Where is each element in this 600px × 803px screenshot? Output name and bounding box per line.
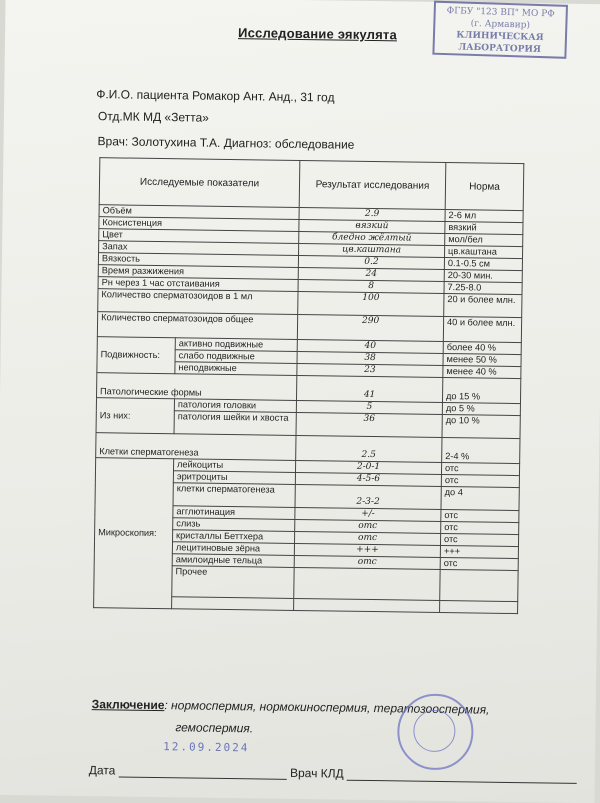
row-value: отс (295, 519, 441, 533)
row-value: 41 (296, 375, 442, 402)
row-norm: 2-6 мл (445, 210, 523, 223)
stamp-line: ФГБУ "123 ВП" МО РФ (446, 6, 555, 20)
row-norm: до 10 % (442, 414, 520, 438)
row-norm: отс (440, 557, 518, 570)
row-norm: +++ (440, 545, 518, 558)
row-value: бледно жёлтый (299, 231, 445, 245)
row-value: отс (294, 531, 440, 545)
conclusion-text-2: гемоспермия. (175, 720, 254, 736)
row-label: клетки сперматогенеза (173, 483, 295, 508)
row-label: кристаллы Беттхера (173, 530, 295, 544)
row-norm: цв.каштана (445, 246, 523, 259)
row-label: Клетки сперматогенеза (96, 433, 296, 461)
row-norm: до 5 % (442, 402, 520, 415)
row-label: патология шейки и хвоста (174, 411, 296, 436)
results-table (93, 157, 524, 614)
date-line (119, 765, 287, 780)
stamp-line: (г. Армавир) (470, 18, 531, 31)
row-value: 40 (297, 339, 443, 353)
row-norm: более 40 % (443, 341, 521, 354)
row-label: Рн через 1 час отстаивания (98, 277, 298, 292)
doctor-kld-label: Врач КЛД (289, 765, 344, 781)
row-value: 2-3-2 (295, 484, 441, 509)
row-label: Прочее (172, 566, 294, 599)
row-value: 0.2 (298, 255, 444, 269)
header-cell: Результат исследования (299, 160, 446, 209)
row-value: 23 (297, 363, 443, 377)
row-norm: 40 и более млн. (443, 316, 521, 342)
row-label: амилоидные тельца (172, 554, 294, 568)
row-label: агглютинация (173, 506, 295, 520)
table-header-row (99, 158, 524, 211)
row-label: слизь (173, 518, 295, 532)
row-label: активно подвижные (175, 338, 297, 352)
row-norm: 20-30 мин. (444, 270, 522, 283)
seal-inner-ring (413, 710, 456, 753)
conclusion-label: Заключение (91, 697, 165, 713)
row-spacer (294, 598, 440, 612)
row-norm: 0.1-0.5 см (444, 258, 522, 271)
row-label: эритроциты (173, 471, 295, 485)
row-value: 38 (297, 351, 443, 365)
row-label: Время разжижения (98, 265, 298, 280)
group-label: Подвижность: (97, 337, 175, 374)
row-norm: до 15 % (442, 377, 520, 403)
row-value: отс (294, 555, 440, 569)
group-label: Из них: (96, 398, 174, 434)
row-value: 2.5 (296, 435, 442, 462)
signature-line (347, 768, 577, 784)
signature-row (89, 763, 577, 784)
row-value: 24 (298, 267, 444, 281)
row-value: 36 (296, 412, 442, 437)
row-value: вязкий (299, 219, 445, 233)
patient-line: Ф.И.О. пациента Ромакор Ант. Анд., 31 год (96, 87, 335, 105)
row-label: Вязкость (98, 253, 298, 268)
row-norm: 7.25-8.0 (444, 282, 522, 295)
row-norm: отс (441, 474, 519, 487)
department-line: Отд.МК МД «Зетта» (97, 109, 209, 125)
row-label: Объём (99, 205, 299, 220)
row-norm: менее 40 % (443, 365, 521, 378)
row-norm: 20 и более млн. (444, 294, 522, 318)
row-norm: отс (440, 533, 518, 546)
row-spacer (172, 597, 294, 611)
row-norm (440, 569, 518, 601)
row-label: Количество сперматозоидов в 1 мл (98, 289, 298, 315)
row-value: 4-5-6 (295, 472, 441, 486)
row-spacer (440, 600, 518, 613)
row-norm: 2-4 % (442, 437, 520, 463)
row-value: 100 (298, 291, 444, 316)
lab-stamp (432, 1, 568, 59)
stamp-line: ЛАБОРАТОРИЯ (458, 42, 542, 56)
row-norm: отс (441, 462, 519, 475)
stamp-line: КЛИНИЧЕСКАЯ (456, 30, 544, 44)
round-seal (397, 693, 474, 770)
doctor-line: Врач: Золотухина Т.А. Диагноз: обследование (97, 134, 355, 152)
row-label: слабо подвижные (175, 350, 297, 364)
row-value: 8 (298, 279, 444, 293)
row-norm: отс (441, 521, 519, 534)
row-label: Количество сперматозоидов общее (97, 312, 297, 340)
row-value: +++ (294, 543, 440, 557)
row-label: патология головки (174, 399, 296, 413)
header-cell: Норма (445, 163, 524, 211)
row-norm: менее 50 % (443, 353, 521, 366)
row-label: Консистенция (99, 217, 299, 232)
row-norm: до 4 (441, 486, 519, 510)
row-value: 290 (297, 314, 443, 341)
row-value: 2-0-1 (295, 460, 441, 474)
row-label: Патологические формы (97, 373, 297, 401)
row-value: 5 (296, 400, 442, 414)
date-stamp: 12.09.2024 (163, 740, 250, 755)
conclusion-text: : нормоспермия, нормокиноспермия, тератозооспермия, (164, 698, 490, 717)
row-label: лейкоциты (173, 459, 295, 473)
document-title: Исследование эякулята (238, 25, 398, 43)
row-value (294, 567, 440, 600)
row-label: лецитиновые зёрна (172, 542, 294, 556)
row-value: 2.9 (299, 207, 445, 221)
row-norm: отс (441, 509, 519, 522)
header-cell: Исследуемые показатели (99, 158, 300, 208)
row-label: Запах (99, 241, 299, 256)
row-label: Цвет (99, 229, 299, 244)
row-value: +/- (295, 507, 441, 521)
row-label: неподвижные (175, 362, 297, 376)
row-value: цв.каштана (299, 243, 445, 257)
row-norm: мол/бел (445, 234, 523, 247)
group-label: Микроскопия: (94, 458, 174, 609)
row-norm: вязкий (445, 222, 523, 235)
date-label: Дата (88, 763, 116, 778)
